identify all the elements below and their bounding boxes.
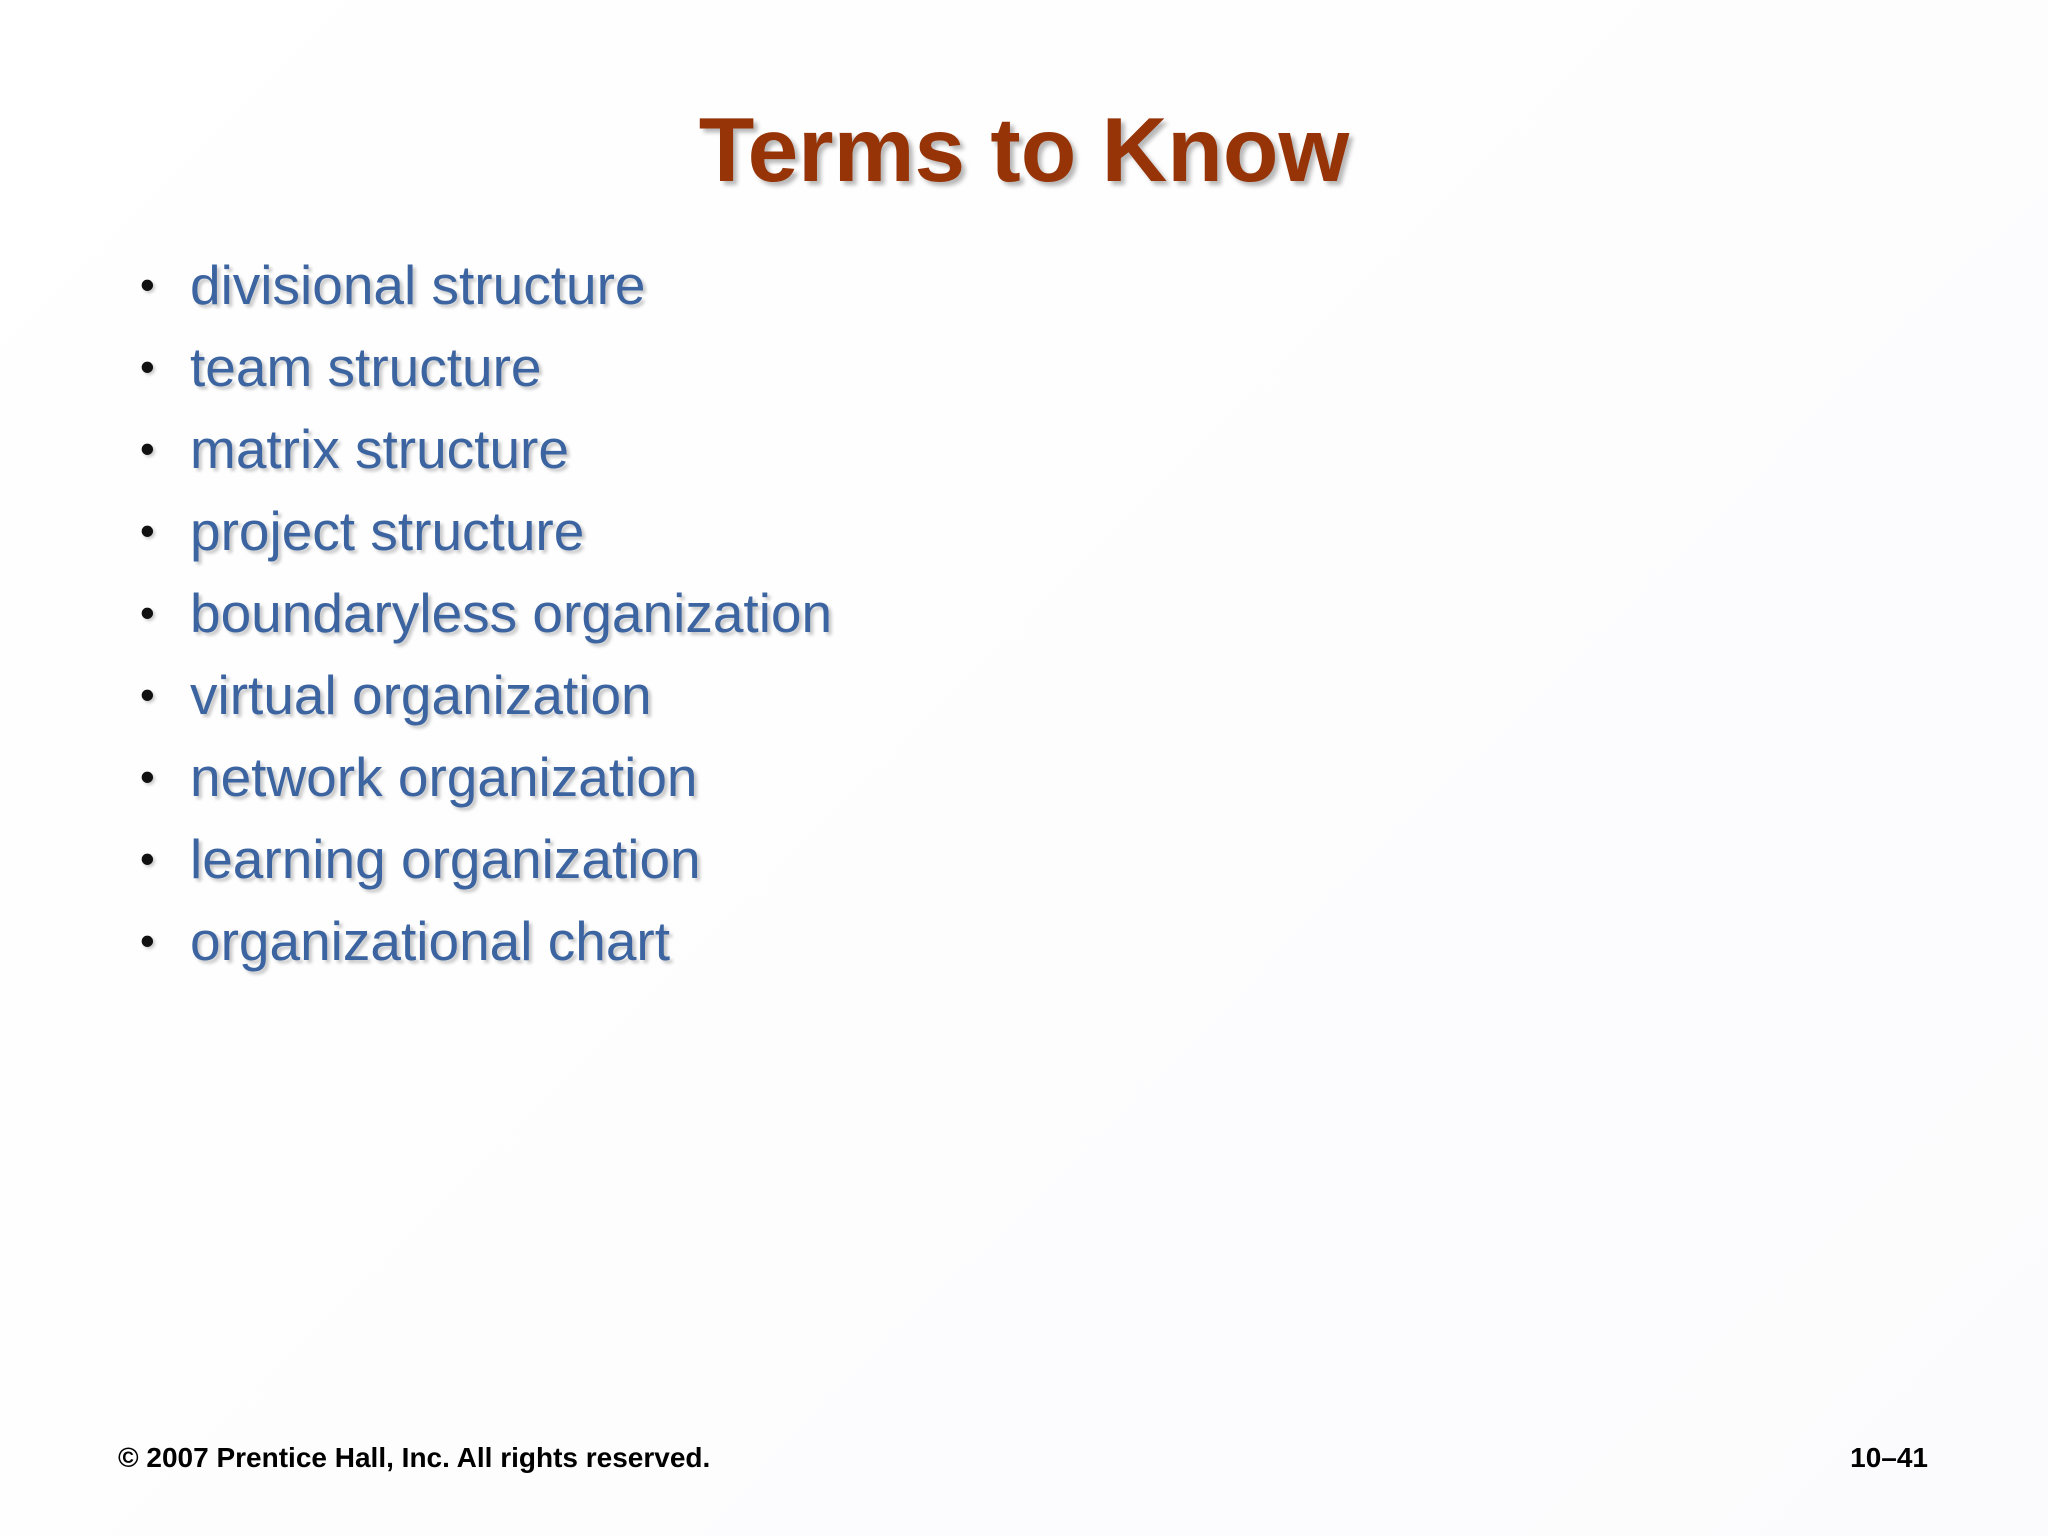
list-item (140, 818, 832, 900)
list-item (140, 490, 832, 572)
bullet-icon: • (140, 261, 155, 308)
copyright-footer: © 2007 Prentice Hall, Inc. All rights reserved. (118, 1442, 711, 1473)
bullet-icon: • (140, 507, 155, 554)
terms-list (140, 244, 832, 982)
list-item (140, 326, 832, 408)
term-label: divisional structure (190, 254, 646, 316)
list-item (140, 654, 832, 736)
term-label: team structure (190, 336, 542, 398)
page-number: 10–41 (1850, 1442, 1928, 1473)
bullet-icon: • (140, 671, 155, 718)
list-item (140, 900, 832, 982)
bullet-icon: • (140, 425, 155, 472)
slide-title: Terms to Know (698, 100, 1350, 201)
term-label: project structure (190, 500, 585, 562)
term-label: learning organization (190, 828, 701, 890)
term-label: virtual organization (190, 664, 652, 726)
bullet-icon: • (140, 917, 155, 964)
bullet-icon: • (140, 753, 155, 800)
bullet-icon: • (140, 835, 155, 882)
bullet-icon: • (140, 343, 155, 390)
list-item (140, 244, 832, 326)
term-label: organizational chart (190, 910, 671, 972)
list-item (140, 408, 832, 490)
term-label: network organization (190, 746, 698, 808)
bullet-icon: • (140, 589, 155, 636)
list-item (140, 572, 832, 654)
list-item (140, 736, 832, 818)
term-label: matrix structure (190, 418, 569, 480)
term-label: boundaryless organization (190, 582, 833, 644)
